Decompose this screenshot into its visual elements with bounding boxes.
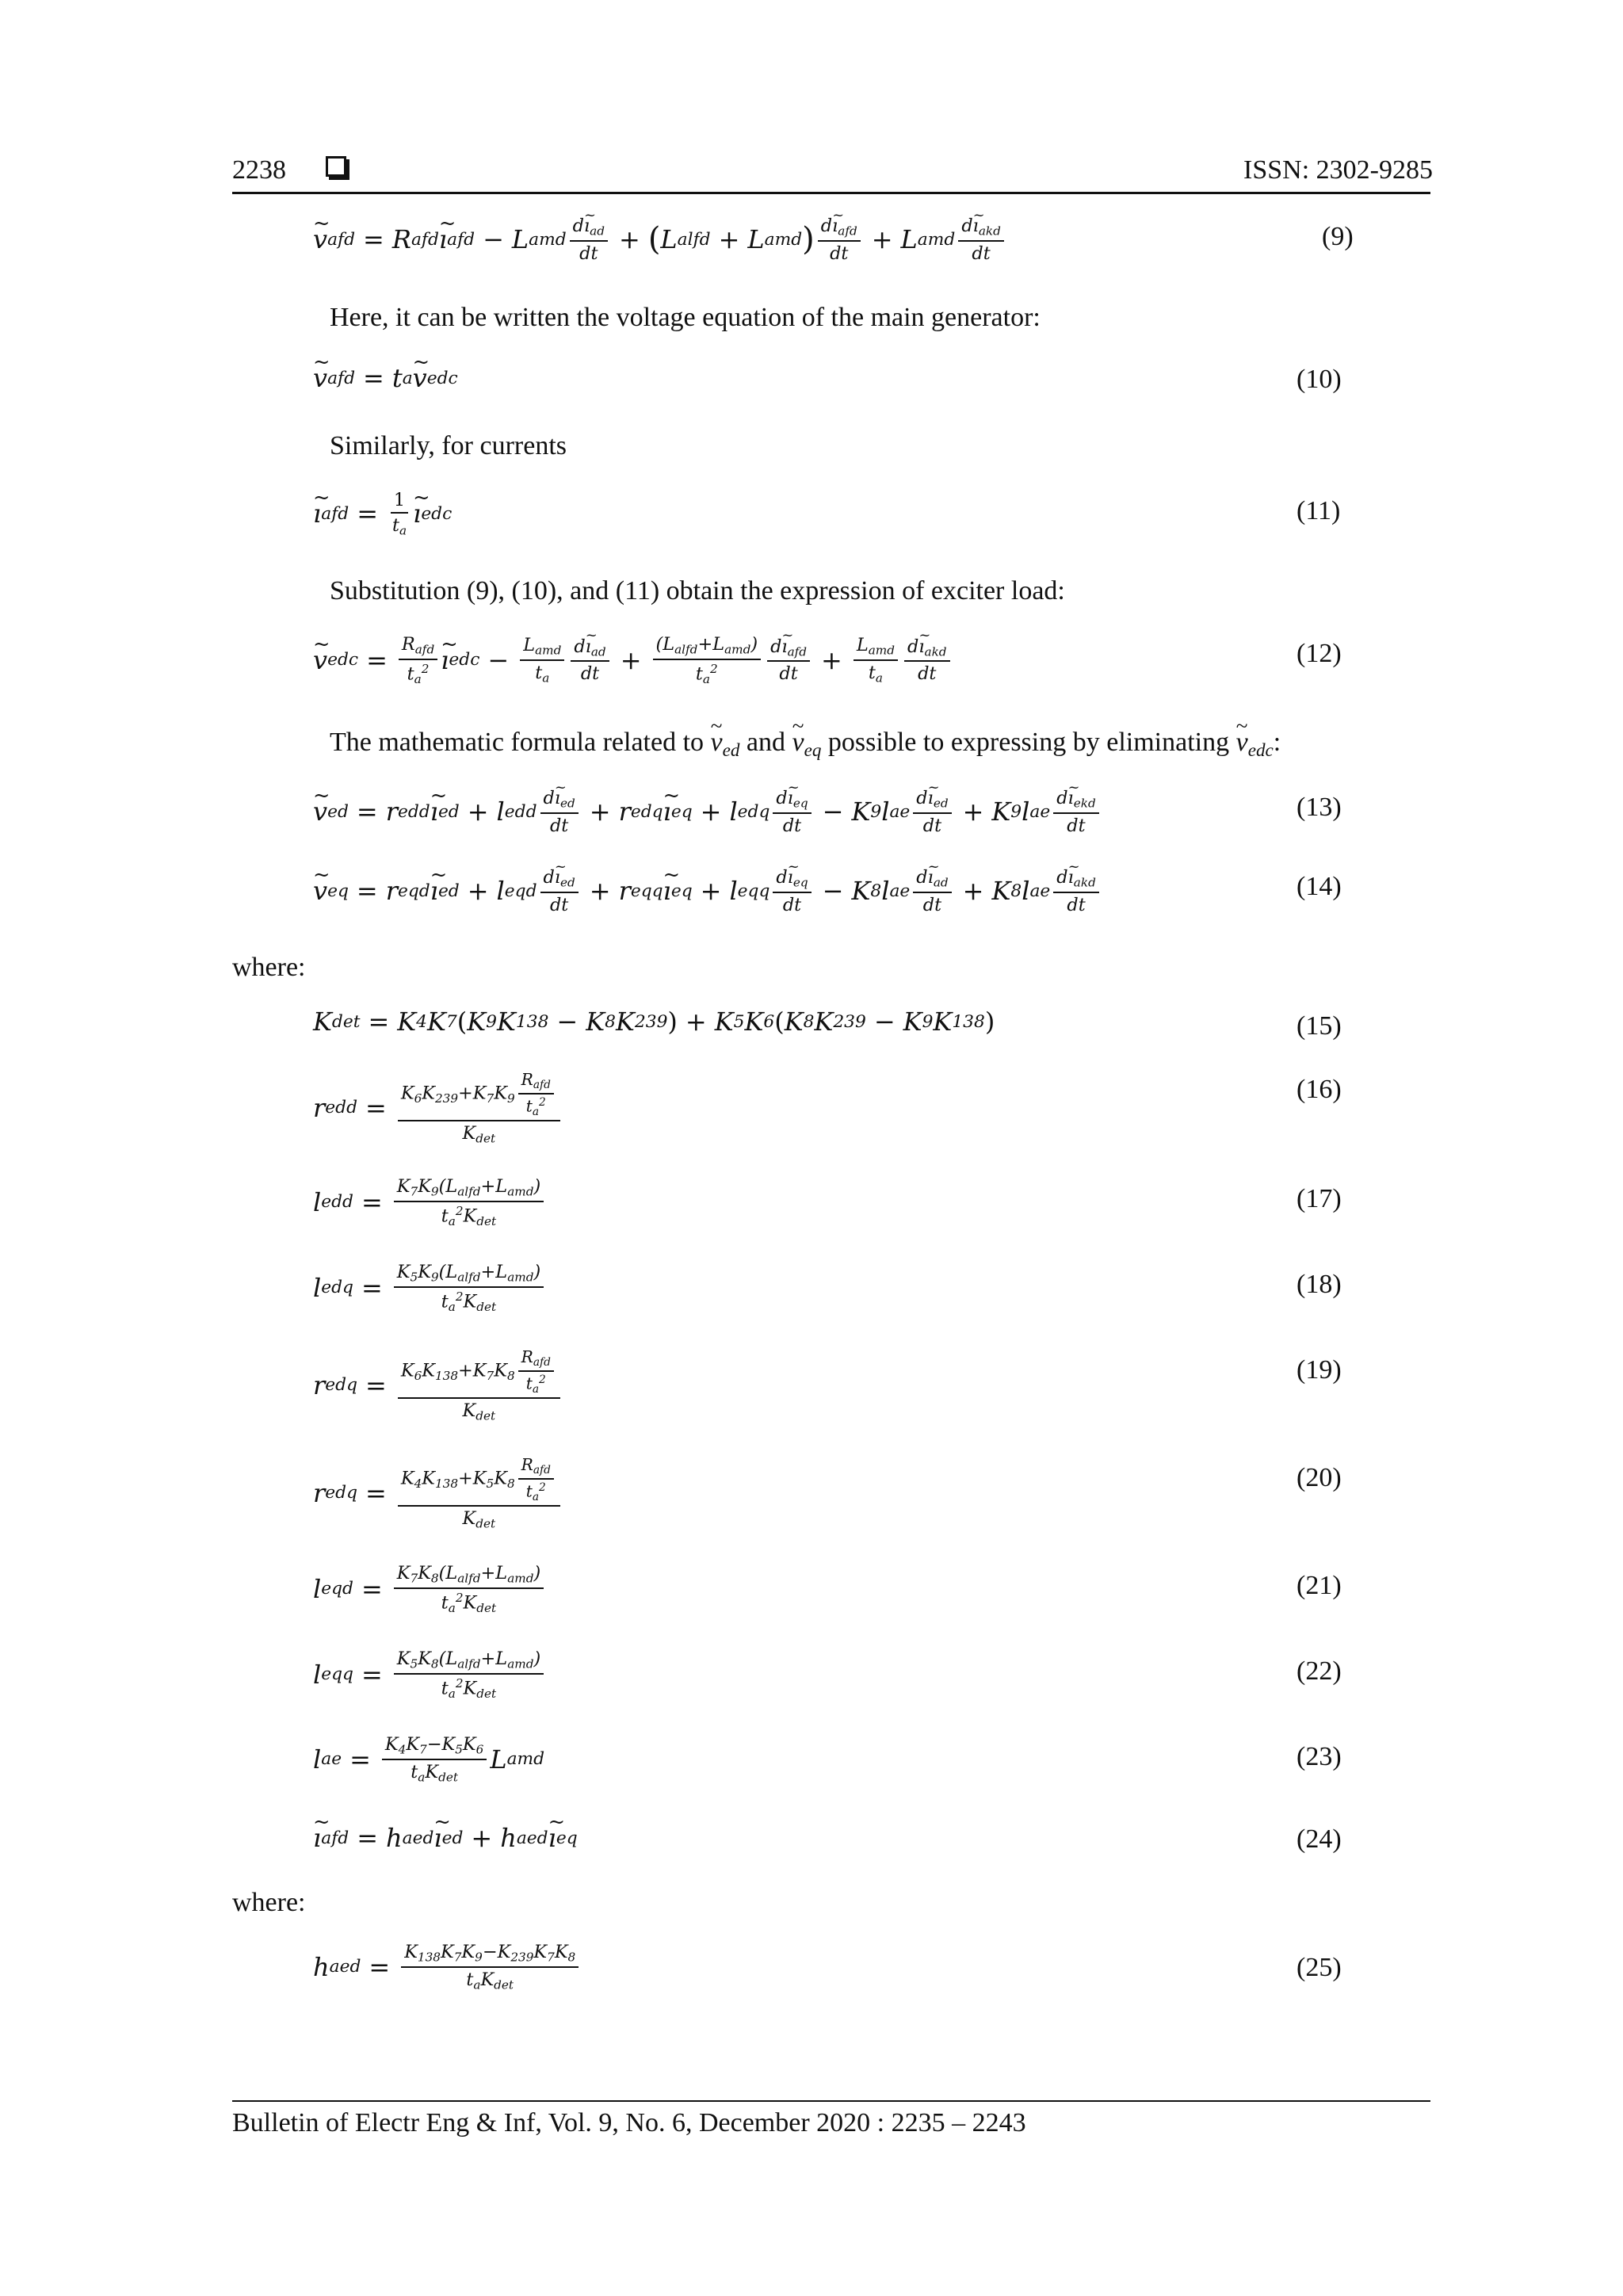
equation-21: l eqd = $\frac{K_7K_8(L_{alfd}+L_{amd})}{t_a^2K_{det}}$: [313, 1563, 547, 1615]
equation-number-16: (16): [1296, 1075, 1342, 1104]
equation-20: r edq = $K_4K_{138}+K_5K_8$ $\frac{R_{afd}}{t_a^2}$ $K_{det}$: [313, 1455, 563, 1531]
page-header-left: [232, 155, 346, 185]
equation-number-15: (15): [1296, 1011, 1342, 1041]
equation-16: r edd = $K_6K_{239}+K_7K_9$ $\frac{R_{afd}}{t_a^2}$ $K_{det}$: [313, 1070, 563, 1146]
header-box-icon: [326, 156, 346, 177]
paragraph-text-start: The mathematic formula related to: [330, 728, 711, 757]
paragraph-main-generator: Here, it can be written the voltage equation of the main generator:: [330, 303, 1041, 332]
equation-number-25: (25): [1296, 1953, 1342, 1982]
equation-number-21: (21): [1296, 1571, 1342, 1600]
equation-number-12: (12): [1296, 639, 1342, 668]
equation-25: h aed = $\frac{K_{138}K_7K_9-K_{239}K_7K_8}{t_aK_{det}}$: [313, 1942, 582, 1992]
paragraph-substitution: Substitution (9), (10), and (11) obtain the expression of exciter load:: [330, 576, 1065, 606]
equation-number-9: (9): [1322, 222, 1354, 251]
equation-number-10: (10): [1296, 365, 1342, 394]
equation-14: ~ v eq = r eqd ~ ı ed + l eqd $\frac{d\sim ı_{ed}}{dt}$ + r eqq ~ ı eq + l eqq $\frac{d\sim ı_{eq}}{dt}$ − K 8 l ae $\frac{d\sim ı_{ad}}{dt}$ + K 8 l ae $\frac{d\sim ı_{akd}}{dt}$: [313, 867, 1102, 915]
paragraph-text-mid2: possible to expressing by eliminating: [821, 728, 1236, 757]
equation-12: ~ v edc = $\frac{R_{afd}}{t_a^2}$ ~ ı edc − $\frac{L_{amd}}{t_a}$ $\frac{d\sim ı_{ad}}{dt}$ + $\frac{(L_{alfd}+L_{amd})}{t_a^2}$ $\frac{d\sim ı_{afd}}{dt}$ + $\frac{L_{amd}}{t_a}$ $\frac{d\sim ı_{akd}}{dt}$: [313, 634, 953, 686]
paragraph-text-mid1: and: [739, 728, 792, 757]
equation-13: ~ v ed = r edd ~ ı ed + l edd $\frac{d\sim ı_{ed}}{dt}$ + r edq ~ ı eq + l edq $\frac{d\sim ı_{eq}}{dt}$ − K 9 l ae $\frac{d\sim ı_{ed}}{dt}$ + K 9 l ae $\frac{d\sim ı_{ekd}}{dt}$: [313, 788, 1102, 836]
equation-number-11: (11): [1296, 496, 1341, 525]
footer-rule: [232, 2100, 1430, 2102]
paragraph-text-end: :: [1273, 728, 1281, 757]
equation-24: ~ ı afd = h aed ~ ı ed + h aed ~ ı eq: [313, 1823, 578, 1853]
equation-17: l edd = $\frac{K_7K_9(L_{alfd}+L_{amd})}{t_a^2K_{det}}$: [313, 1176, 547, 1228]
equation-22: l eqq = $\frac{K_5K_8(L_{alfd}+L_{amd})}{t_a^2K_{det}}$: [313, 1648, 547, 1701]
header-rule: [232, 192, 1430, 194]
equation-18: l edq = $\frac{K_5K_9(L_{alfd}+L_{amd})}{t_a^2K_{det}}$: [313, 1262, 547, 1314]
page-number: 2238: [232, 155, 286, 185]
where-label-1: where:: [232, 953, 306, 982]
equation-15: K det = K 4 K 7 ( K 9 K 138 − K 8 K 239 ) + K 5 K 6 ( K 8 K 239 − K 9 K 138 ): [313, 1007, 995, 1037]
equation-19: r edq = $K_6K_{138}+K_7K_8$ $\frac{R_{afd}}{t_a^2}$ $K_{det}$: [313, 1347, 563, 1423]
equation-number-14: (14): [1296, 872, 1342, 901]
equation-23: l ae = $\frac{K_4K_7-K_5K_6}{t_aK_{det}}$ L amd: [313, 1734, 545, 1785]
equation-number-24: (24): [1296, 1824, 1342, 1854]
equation-number-19: (19): [1296, 1355, 1342, 1385]
equation-10: ~ v afd = t a ~ v edc: [313, 363, 458, 393]
equation-11: ~ ı afd = $\frac{1}{t_a}$ ~ ı edc: [313, 490, 452, 538]
equation-number-20: (20): [1296, 1463, 1342, 1492]
equation-number-23: (23): [1296, 1742, 1342, 1771]
equation-number-18: (18): [1296, 1270, 1342, 1299]
paragraph-currents: Similarly, for currents: [330, 431, 567, 460]
issn-label: ISSN: 2302-9285: [1243, 155, 1433, 185]
where-label-2: where:: [232, 1888, 306, 1917]
footer-citation: Bulletin of Electr Eng & Inf, Vol. 9, No. 6, December 2020 : 2235 – 2243: [232, 2108, 1026, 2137]
equation-number-17: (17): [1296, 1184, 1342, 1213]
equation-9: ~ v afd = R afd ~ ı afd − L amd $\frac{d\sim ı_{ad}}{dt}$ + ( L alfd + L amd ) $\frac{d\sim ı_{afd}}{dt}$ + L amd $\frac{d\sim ı_{akd}}{dt}$: [313, 216, 1007, 264]
paragraph-mathematic-formula: The mathematic formula related to ~ $v_{ed}$ and ~ $v_{eq}$ possible to expressing by eliminating ~ $v_{edc}$:: [330, 728, 1281, 762]
equation-number-22: (22): [1296, 1656, 1342, 1686]
equation-number-13: (13): [1296, 793, 1342, 822]
